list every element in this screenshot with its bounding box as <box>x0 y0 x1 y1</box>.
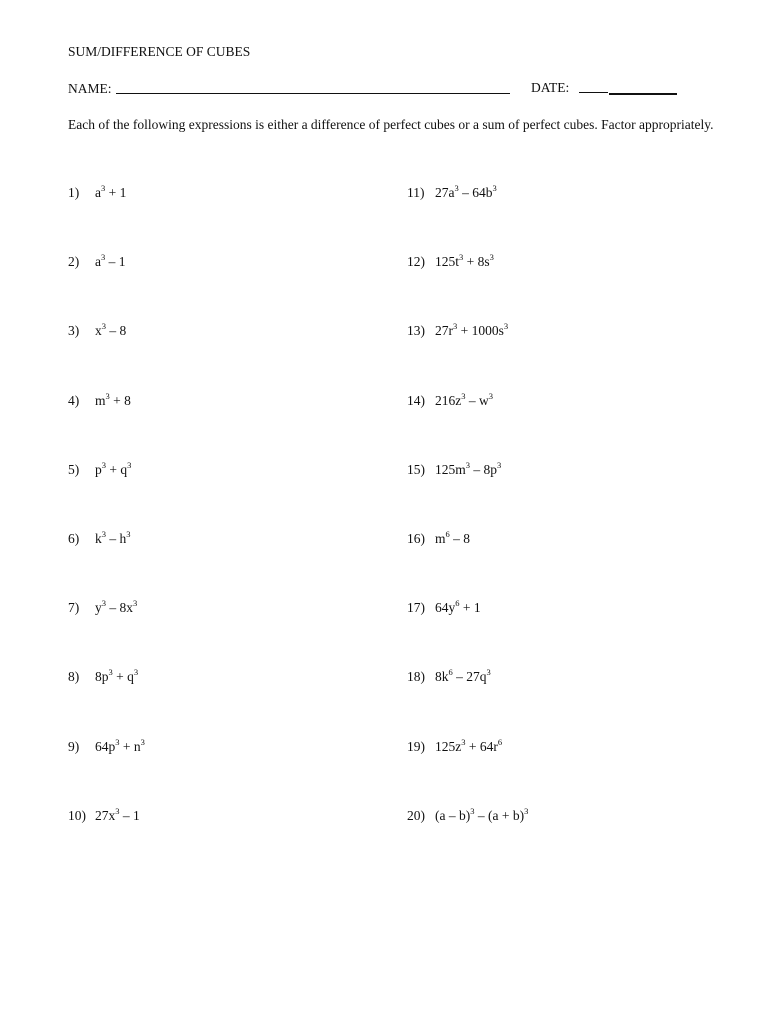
exponent: 6 <box>445 529 450 539</box>
problem-number: 18) <box>407 669 425 684</box>
problem-expression <box>95 462 131 477</box>
exponent: 3 <box>503 321 509 331</box>
problem-item <box>68 669 138 685</box>
name-label: NAME: <box>68 81 112 96</box>
problem-expression <box>95 393 131 408</box>
problem-number: 4) <box>68 393 80 408</box>
expression-term: – 8 <box>449 531 471 546</box>
exponent: 3 <box>133 667 139 677</box>
exponent: 3 <box>101 598 106 608</box>
expression-term: a <box>95 254 101 269</box>
exponent: 3 <box>101 321 106 331</box>
problem-expression <box>435 254 494 269</box>
problem-number: 13) <box>407 323 425 338</box>
exponent: 3 <box>470 806 475 816</box>
expression-term: – (a + b) <box>474 808 525 823</box>
exponent: 3 <box>461 737 466 747</box>
problem-number: 17) <box>407 600 425 615</box>
expression-term: 125m <box>435 462 466 477</box>
problem-item <box>407 600 481 616</box>
exponent: 3 <box>115 737 120 747</box>
expression-term: (a – b) <box>435 808 471 823</box>
exponent: 3 <box>101 460 106 470</box>
expression-term: – 1 <box>105 254 126 269</box>
problem-number: 2) <box>68 254 80 269</box>
exponent: 3 <box>127 460 132 470</box>
problem-expression <box>95 739 145 754</box>
expression-term: – 1 <box>119 808 140 823</box>
exponent: 3 <box>126 529 131 539</box>
problem-expression <box>435 808 528 823</box>
exponent: 3 <box>453 321 458 331</box>
exponent: 3 <box>459 252 464 262</box>
exponent: 3 <box>486 667 491 677</box>
date-label: DATE: <box>531 80 570 95</box>
exponent: 3 <box>454 183 459 193</box>
expression-term: 27x <box>95 808 116 823</box>
problem-item <box>68 462 131 478</box>
expression-term: + 1 <box>459 600 481 615</box>
problem-item <box>407 669 491 685</box>
worksheet-title: SUM/DIFFERENCE OF CUBES <box>68 44 251 59</box>
expression-term: 125z <box>435 739 462 754</box>
expression-term: 125t <box>435 254 460 269</box>
problem-expression <box>435 462 501 477</box>
expression-term: + 64r <box>465 739 498 754</box>
expression-term: + 8 <box>109 393 131 408</box>
problem-expression <box>435 185 497 200</box>
problem-item <box>68 808 140 824</box>
problem-expression <box>435 739 502 754</box>
expression-term: – w <box>465 393 489 408</box>
problem-number: 16) <box>407 531 425 546</box>
problem-number: 10) <box>68 808 86 823</box>
problem-number: 12) <box>407 254 425 269</box>
expression-term: k <box>95 531 102 546</box>
problem-item <box>68 600 137 616</box>
problem-item <box>407 185 497 201</box>
problem-item <box>407 808 528 824</box>
problem-item <box>407 393 493 409</box>
expression-term: + 8s <box>463 254 490 269</box>
problem-expression <box>435 600 481 615</box>
problem-expression <box>95 323 126 338</box>
problem-expression <box>95 600 137 615</box>
exponent: 3 <box>101 183 106 193</box>
exponent: 3 <box>461 391 466 401</box>
problem-expression <box>435 531 470 546</box>
expression-term: 27r <box>435 323 453 338</box>
name-date-row <box>68 80 708 97</box>
expression-term: + 1000s <box>457 323 504 338</box>
expression-term: 8p <box>95 669 109 684</box>
problem-expression <box>435 323 508 338</box>
expression-term: – 8 <box>106 323 127 338</box>
problem-expression <box>95 669 138 684</box>
problem-item <box>68 739 145 755</box>
expression-term: 64p <box>95 739 116 754</box>
expression-term: 27a <box>435 185 455 200</box>
problem-number: 9) <box>68 739 80 754</box>
expression-term: x <box>95 323 102 338</box>
problem-number: 6) <box>68 531 80 546</box>
problem-item <box>407 739 502 755</box>
problem-expression <box>95 808 140 823</box>
expression-term: 64y <box>435 600 456 615</box>
exponent: 3 <box>101 529 106 539</box>
expression-term: 8k <box>435 669 449 684</box>
expression-term: + 1 <box>105 185 127 200</box>
problem-number: 11) <box>407 185 425 200</box>
expression-term: + q <box>106 462 128 477</box>
problem-number: 20) <box>407 808 425 823</box>
exponent: 3 <box>465 460 471 470</box>
instructions: Each of the following expressions is either a difference of perfect cubes or a sum of perfect cubes. Factor appropriately. <box>68 117 714 132</box>
problem-number: 19) <box>407 739 425 754</box>
exponent: 3 <box>101 252 106 262</box>
problem-number: 1) <box>68 185 80 200</box>
exponent: 3 <box>489 252 494 262</box>
exponent: 3 <box>140 737 145 747</box>
date-blank-line-bold <box>609 81 677 95</box>
exponent: 3 <box>488 391 493 401</box>
exponent: 6 <box>497 737 503 747</box>
expression-term: + q <box>112 669 134 684</box>
expression-term: – 27q <box>452 669 487 684</box>
problem-item <box>68 185 126 201</box>
problem-number: 7) <box>68 600 80 615</box>
problem-item <box>407 323 508 339</box>
expression-term: – 64b <box>458 185 493 200</box>
name-blank-line <box>116 81 510 94</box>
problem-number: 5) <box>68 462 80 477</box>
problem-item <box>68 531 131 547</box>
problem-item <box>68 393 131 409</box>
problem-item <box>407 462 501 478</box>
problem-number: 14) <box>407 393 425 408</box>
problem-expression <box>435 669 491 684</box>
problem-expression <box>95 254 126 269</box>
exponent: 3 <box>115 806 120 816</box>
expression-term: – 8x <box>106 600 133 615</box>
exponent: 3 <box>108 667 113 677</box>
expression-term: – 8p <box>470 462 498 477</box>
expression-term: p <box>95 462 102 477</box>
expression-term: y <box>95 600 102 615</box>
date-blank-line <box>579 80 608 93</box>
problem-expression <box>435 393 493 408</box>
expression-term: – h <box>106 531 127 546</box>
expression-term: + n <box>119 739 141 754</box>
exponent: 6 <box>455 598 460 608</box>
problem-number: 15) <box>407 462 425 477</box>
expression-term: m <box>95 393 106 408</box>
expression-term: m <box>435 531 446 546</box>
problem-item <box>407 254 494 270</box>
problem-expression <box>95 185 126 200</box>
exponent: 3 <box>492 183 497 193</box>
exponent: 3 <box>105 391 110 401</box>
problem-item <box>407 531 470 547</box>
expression-term: 216z <box>435 393 462 408</box>
problem-item <box>68 254 126 270</box>
problem-number: 8) <box>68 669 80 684</box>
problem-expression <box>95 531 131 546</box>
exponent: 3 <box>133 598 138 608</box>
exponent: 3 <box>497 460 502 470</box>
exponent: 6 <box>448 667 453 677</box>
problem-item <box>68 323 126 339</box>
problem-number: 3) <box>68 323 80 338</box>
expression-term: a <box>95 185 101 200</box>
exponent: 3 <box>524 806 529 816</box>
